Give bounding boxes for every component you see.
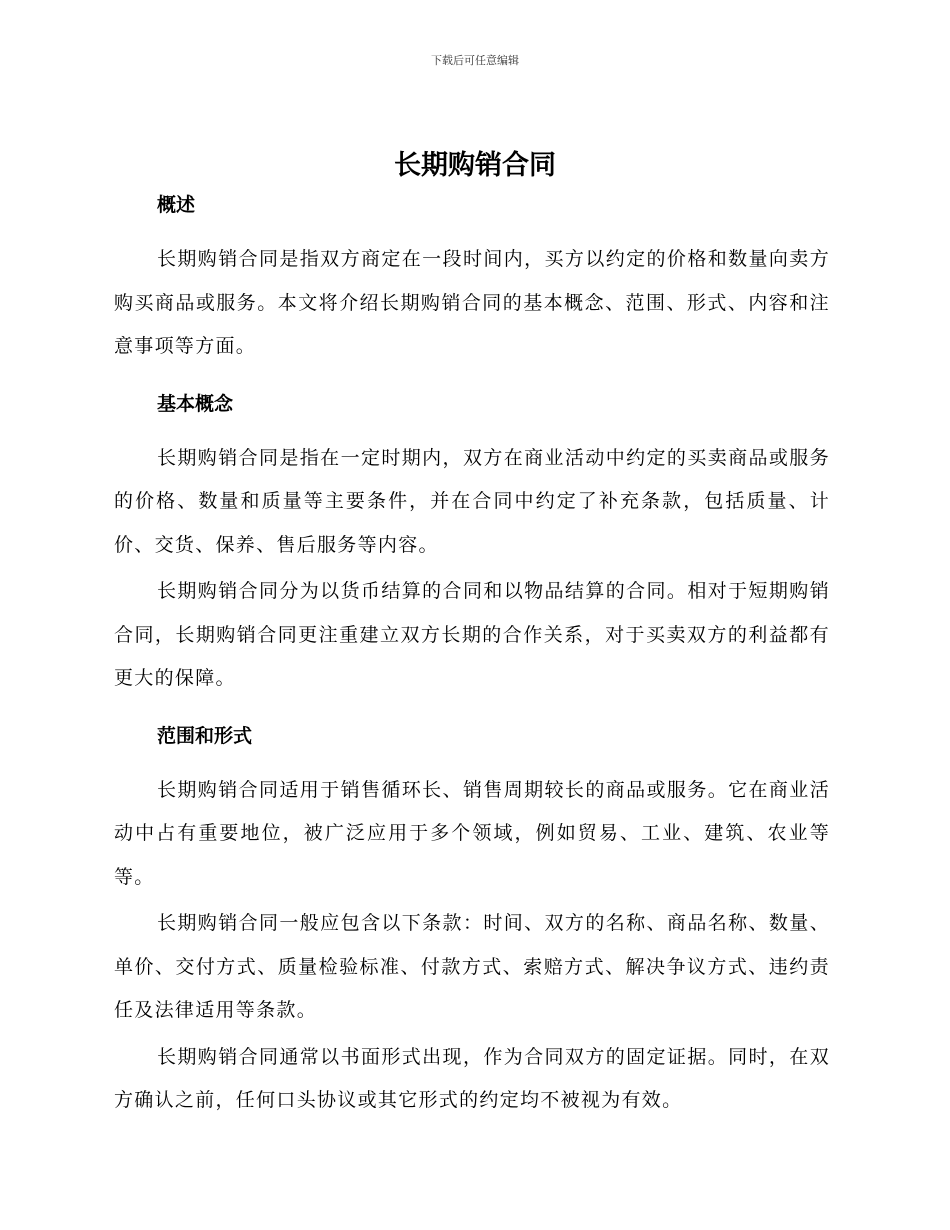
document-body: [114, 190, 830, 1123]
paragraph: 长期购销合同分为以货币结算的合同和以物品结算的合同。相对于短期购销合同，长期购销合同更注重建立双方长期的合作关系，对于买卖双方的利益都有更大的保障。: [114, 580, 830, 689]
section-heading-scope-and-form: 范围和形式: [157, 724, 253, 747]
page-header-note: 下载后可任意编辑: [431, 54, 519, 67]
document-title: 长期购销合同: [394, 150, 556, 181]
paragraph: 长期购销合同适用于销售循环长、销售周期较长的商品或服务。它在商业活动中占有重要地位，被广泛应用于多个领域，例如贸易、工业、建筑、农业等等。: [114, 778, 830, 888]
section-heading-overview: 概述: [157, 194, 196, 216]
paragraph: 长期购销合同通常以书面形式出现，作为合同双方的固定证据。同时，在双方确认之前，任何口头协议或其它形式的约定均不被视为有效。: [114, 1045, 830, 1111]
paragraph: 长期购销合同是指在一定时期内，双方在商业活动中约定的买卖商品或服务的价格、数量和质量等主要条件，并在合同中约定了补充条款，包括质量、计价、交货、保养、售后服务等内容。: [114, 446, 830, 556]
paragraph: 长期购销合同是指双方商定在一段时间内，买方以约定的价格和数量向卖方购买商品或服务。本文将介绍长期购销合同的基本概念、范围、形式、内容和注意事项等方面。: [114, 248, 830, 357]
section-heading-basic-concept: 基本概念: [157, 392, 234, 415]
paragraph: 长期购销合同一般应包含以下条款：时间、双方的名称、商品名称、数量、单价、交付方式、质量检验标准、付款方式、索赔方式、解决争议方式、违约责任及法律适用等条款。: [114, 912, 830, 1021]
